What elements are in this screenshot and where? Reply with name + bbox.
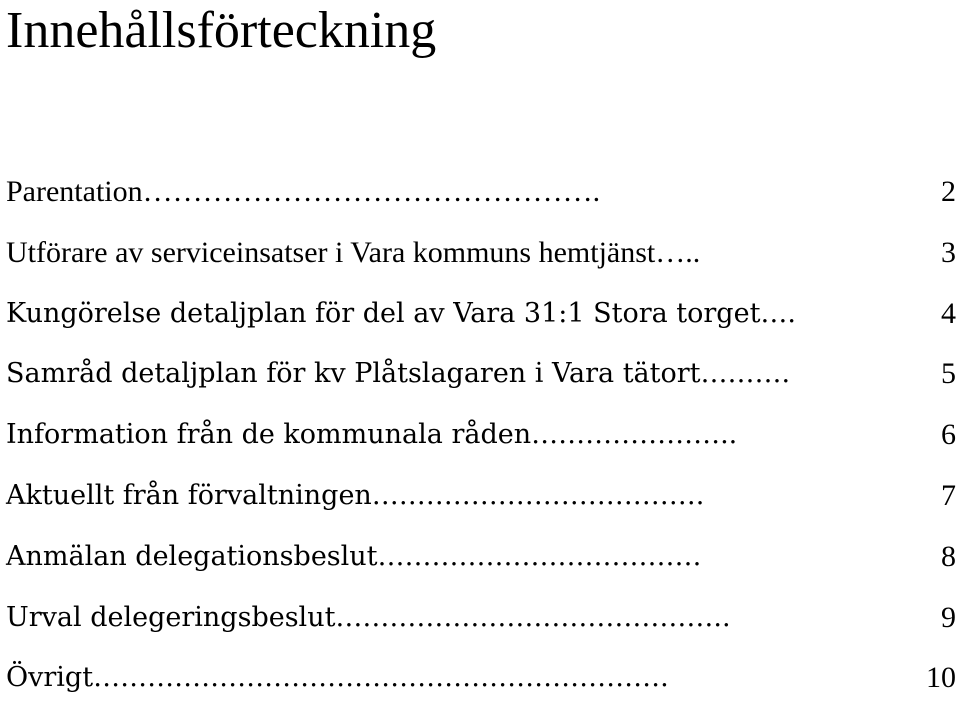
toc-entry-utforare[interactable] (6, 223, 956, 284)
toc-entry-text: Parentation………………………………………. (6, 175, 601, 208)
toc-entry-page-number: 2 (941, 175, 956, 208)
toc-entry-text: Övrigt………………………………………………………. (6, 662, 669, 694)
toc-entry-page-number: 9 (941, 600, 956, 634)
toc-entry-text: Information från de kommunala råden………………….. (6, 419, 738, 451)
toc-entry-parentation[interactable] (6, 162, 956, 223)
table-of-contents (6, 162, 956, 709)
toc-entry-kungorelse[interactable] (6, 284, 956, 345)
toc-entry-text: Aktuellt från förvaltningen………………………………. (6, 479, 705, 511)
toc-entry-aktuellt[interactable] (6, 466, 956, 527)
toc-entry-ovrigt[interactable] (6, 648, 956, 709)
toc-entry-page-number: 6 (941, 418, 956, 452)
toc-entry-text: Kungörelse detaljplan för del av Vara 31:1 Stora torget…. (6, 297, 797, 329)
toc-entry-text: Samråd detaljplan för kv Plåtslagaren i Vara tätort………. (6, 358, 791, 390)
toc-entry-page-number: 3 (941, 235, 956, 269)
toc-entry-text: Urval delegeringsbeslut…………………………………….. (6, 601, 731, 633)
toc-entry-page-number: 10 (926, 661, 956, 695)
toc-entry-page-number: 4 (941, 296, 956, 330)
toc-entry-samrad[interactable] (6, 344, 956, 405)
toc-entry-text: Utförare av serviceinsatser i Vara kommuns hemtjänst….. (6, 235, 701, 269)
toc-entry-page-number: 7 (941, 478, 956, 512)
toc-entry-text: Anmälan delegationsbeslut……………………………… (6, 540, 702, 572)
page-title: Innehållsförteckning (6, 2, 437, 59)
toc-entry-page-number: 8 (941, 539, 956, 573)
toc-entry-urval[interactable] (6, 588, 956, 649)
toc-entry-information[interactable] (6, 405, 956, 466)
toc-entry-page-number: 5 (941, 357, 956, 391)
toc-entry-anmalan[interactable] (6, 527, 956, 588)
